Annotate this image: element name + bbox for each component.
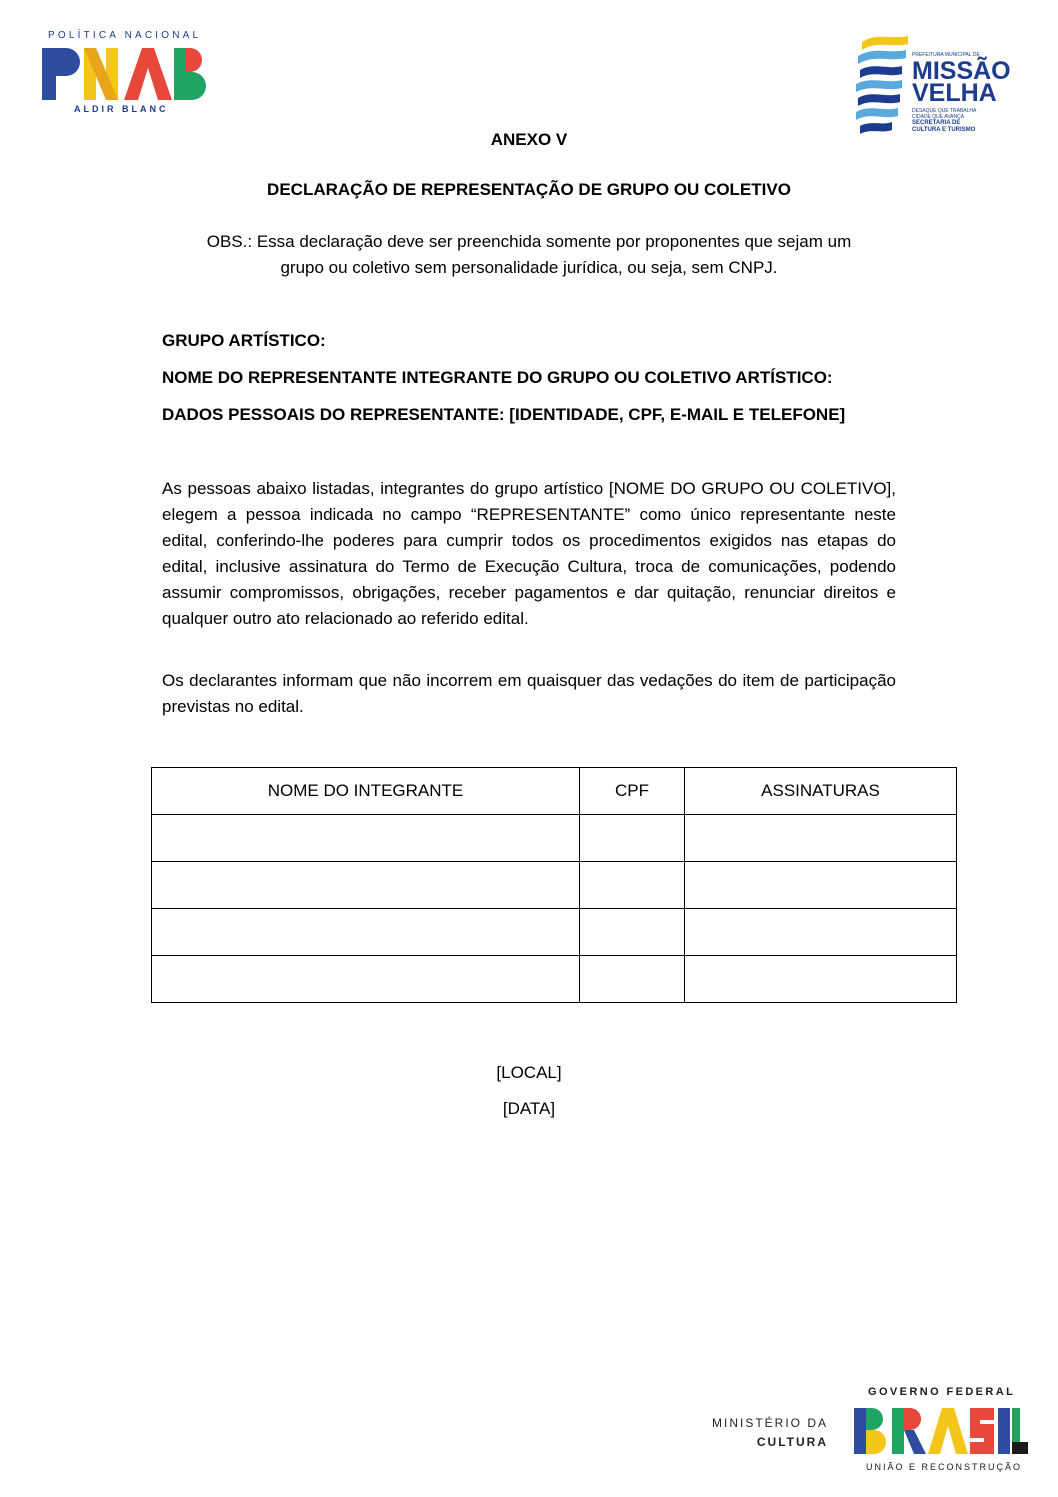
missao-name-line1: MISSÃO bbox=[912, 57, 1011, 85]
table-row bbox=[152, 956, 957, 1003]
missao-secretaria-line1: SECRETARIA DE bbox=[912, 120, 961, 126]
missao-tagline-line2: CIDADE QUE AVANÇA bbox=[912, 114, 965, 120]
table-row bbox=[152, 862, 957, 909]
gov-bottom-text: UNIÃO E RECONSTRUÇÃO bbox=[866, 1462, 1023, 1472]
missao-secretaria-line2: CULTURA E TURISMO bbox=[912, 127, 976, 133]
pnab-logo bbox=[40, 30, 210, 116]
observation-line-1: OBS.: Essa declaração deve ser preenchida somente por proponentes que sejam um bbox=[206, 232, 852, 251]
cell-cpf[interactable] bbox=[580, 956, 685, 1003]
pnab-top-text: POLÍTICA NACIONAL bbox=[48, 30, 202, 41]
wave-emblem-icon bbox=[852, 32, 910, 136]
field-group-label: GRUPO ARTÍSTICO: bbox=[162, 331, 326, 350]
members-table bbox=[151, 767, 957, 1003]
table-row bbox=[152, 815, 957, 862]
ministry-line-1: MINISTÉRIO DA bbox=[711, 1416, 828, 1430]
annex-title: ANEXO V bbox=[490, 130, 568, 149]
ministry-of-culture-logo bbox=[698, 1414, 828, 1452]
cell-signature[interactable] bbox=[685, 909, 957, 956]
observation-line-2: grupo ou coletivo sem personalidade jurídica, ou seja, sem CNPJ. bbox=[280, 258, 778, 277]
header-cpf: CPF bbox=[580, 768, 685, 815]
local-placeholder: [LOCAL] bbox=[496, 1063, 562, 1082]
cell-signature[interactable] bbox=[685, 815, 957, 862]
declaration-paragraph-1: As pessoas abaixo listadas, integrantes do grupo artístico [NOME DO GRUPO OU COLETIVO], elegem a pessoa indicada no campo “REPRESENTANTE” como único representante neste edital, conferindo-lhe poderes para cumprir todos os procedimentos exigidos nas etapas do edital, inclusive assinatura do Termo de Execução Cultura, troca de comunicações, podendo assumir compromissos, obrigações, receber pagamentos e dar quitação, renunciar direitos e qualquer outro ato relacionado ao referido edital. bbox=[162, 479, 896, 628]
declaration-paragraph-2: Os declarantes informam que não incorrem em quaisquer das vedações do item de participação previstas no edital. bbox=[162, 671, 896, 716]
cell-member-name[interactable] bbox=[152, 909, 580, 956]
pnab-bottom-text: ALDIR BLANC bbox=[74, 104, 169, 114]
missao-velha-logo bbox=[852, 32, 1012, 140]
header-signatures: ASSINATURAS bbox=[685, 768, 957, 815]
field-personal-data-label: DADOS PESSOAIS DO REPRESENTANTE: [IDENTIDADE, CPF, E-MAIL E TELEFONE] bbox=[162, 405, 846, 424]
missao-small-text: PREFEITURA MUNICIPAL DE bbox=[912, 52, 980, 58]
gov-top-text: GOVERNO FEDERAL bbox=[868, 1386, 1016, 1398]
governo-federal-logo bbox=[852, 1386, 1030, 1476]
pnab-wordmark-graphic bbox=[40, 44, 206, 102]
cell-signature[interactable] bbox=[685, 956, 957, 1003]
observation-note bbox=[150, 229, 908, 281]
ministry-line-2: CULTURA bbox=[756, 1435, 828, 1449]
header-member-name: NOME DO INTEGRANTE bbox=[152, 768, 580, 815]
cell-member-name[interactable] bbox=[152, 815, 580, 862]
missao-name-line2: VELHA bbox=[912, 79, 997, 107]
date-placeholder: [DATA] bbox=[502, 1099, 556, 1118]
cell-member-name[interactable] bbox=[152, 862, 580, 909]
cell-cpf[interactable] bbox=[580, 862, 685, 909]
cell-signature[interactable] bbox=[685, 862, 957, 909]
missao-tagline-line1: DESAQUE QUE TRABALHA bbox=[912, 108, 977, 114]
brasil-wordmark-graphic bbox=[852, 1406, 1030, 1458]
document-title: DECLARAÇÃO DE REPRESENTAÇÃO DE GRUPO OU COLETIVO bbox=[267, 180, 791, 199]
table-header-row bbox=[152, 768, 957, 815]
cell-cpf[interactable] bbox=[580, 815, 685, 862]
cell-cpf[interactable] bbox=[580, 909, 685, 956]
table-row bbox=[152, 909, 957, 956]
cell-member-name[interactable] bbox=[152, 956, 580, 1003]
field-representative-label: NOME DO REPRESENTANTE INTEGRANTE DO GRUPO OU COLETIVO ARTÍSTICO: bbox=[162, 368, 833, 387]
